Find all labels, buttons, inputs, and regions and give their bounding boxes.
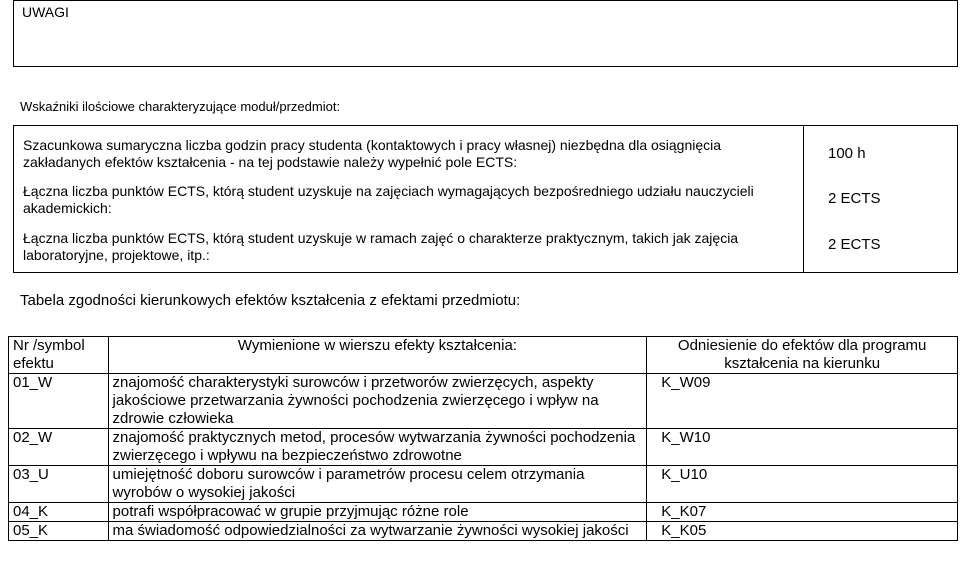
row-description: znajomość charakterystyki surowców i przetworów zwierzęcych, aspekty jakościowe przetwarzania żywności pochodzenia zwierzęcego i wpływ na zdrowie człowieka (108, 374, 647, 429)
row-reference: K_W09 (647, 374, 958, 429)
row-reference: K_K07 (647, 503, 958, 522)
row-description: znajomość praktycznych metod, procesów wytwarzania żywności pochodzenia zwierzęcego i wpływu na bezpieczeństwo zdrowotne (108, 429, 647, 466)
table-row (9, 429, 958, 466)
row-symbol: 04_K (9, 503, 109, 522)
row-reference: K_K05 (647, 522, 958, 541)
table-row (9, 522, 958, 541)
row-description: potrafi współpracować w grupie przyjmując różne role (108, 503, 647, 522)
row-reference: K_U10 (647, 466, 958, 503)
row-reference: K_W10 (647, 429, 958, 466)
header-symbol: Nr /symbol efektu (9, 337, 109, 374)
ects-practical-value: 2 ECTS (828, 236, 881, 253)
ects-contact-text: Łączna liczba punktów ECTS, którą student uzyskuje na zajęciach wymagających bezpośredniego udziału nauczycieli akademickich: (23, 183, 754, 216)
table-row (9, 374, 958, 429)
ects-contact-value: 2 ECTS (828, 190, 881, 207)
row-symbol: 05_K (9, 522, 109, 541)
header-reference: Odniesienie do efektów dla programu kształcenia na kierunku (647, 337, 958, 374)
uwagi-box (13, 0, 958, 67)
ects-hours-text: Szacunkowa sumaryczna liczba godzin pracy studenta (kontaktowych i pracy własnej) niezbędna dla osiągnięcia zakładanych efektów kształcenia - na tej podstawie należy wypełnić pole ECTS: (23, 137, 722, 170)
row-symbol: 01_W (9, 374, 109, 429)
ects-hours-value: 100 h (828, 145, 866, 162)
header-description: Wymienione w wierszu efekty kształcenia: (108, 337, 647, 374)
table-row (9, 466, 958, 503)
row-description: ma świadomość odpowiedzialności za wytwarzanie żywności wysokiej jakości (108, 522, 647, 541)
table-row (9, 503, 958, 522)
effects-table (8, 336, 958, 541)
tabela-caption: Tabela zgodności kierunkowych efektów kształcenia z efektami przedmiotu: (20, 292, 521, 309)
row-symbol: 03_U (9, 466, 109, 503)
table-header-row (9, 337, 958, 374)
row-description: umiejętność doboru surowców i parametrów procesu celem otrzymania wyrobów o wysokiej jakości (108, 466, 647, 503)
wskazniki-heading: Wskaźniki ilościowe charakteryzujące moduł/przedmiot: (20, 99, 341, 114)
uwagi-label: UWAGI (22, 4, 69, 20)
ects-column-divider (803, 125, 804, 273)
ects-practical-text: Łączna liczba punktów ECTS, którą student uzyskuje w ramach zajęć o charakterze praktycznym, takich jak zajęcia laboratoryjne, projektowe, itp.: (23, 230, 739, 263)
row-symbol: 02_W (9, 429, 109, 466)
